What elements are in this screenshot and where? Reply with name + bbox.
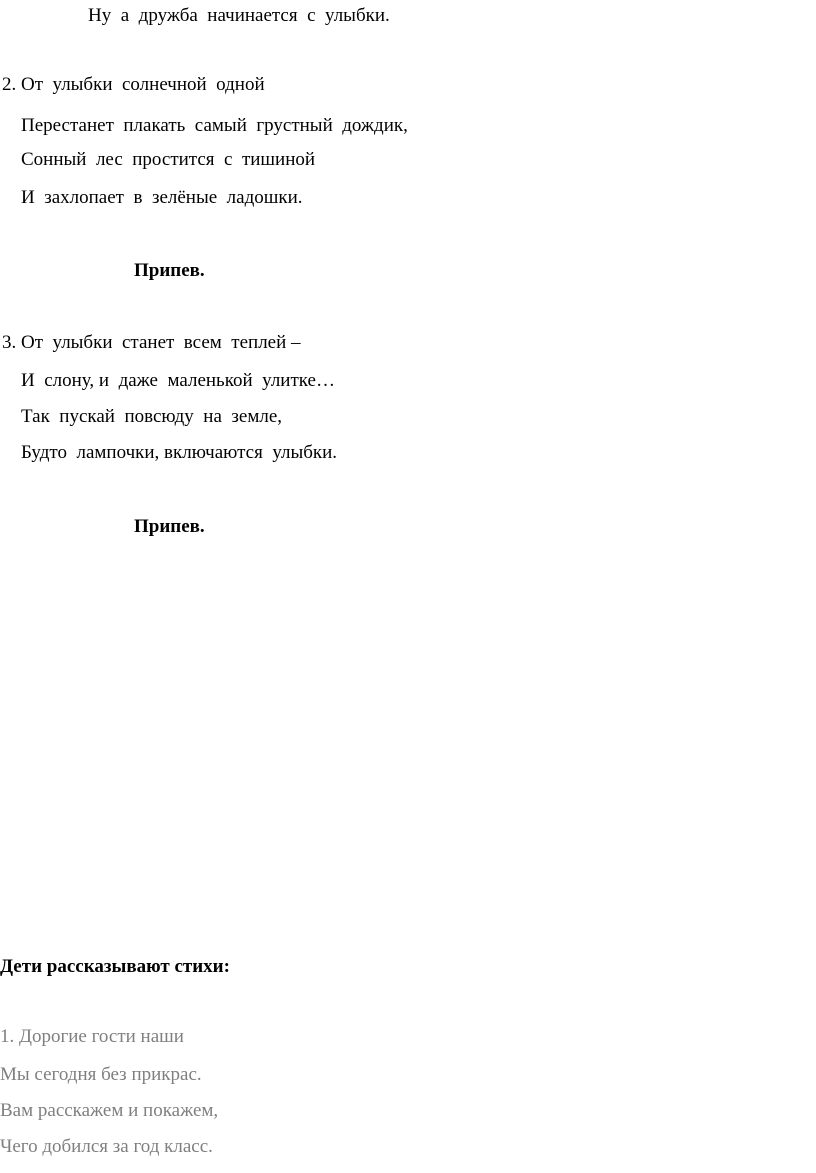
verse-line: Перестанет плакать самый грустный дождик, bbox=[21, 115, 408, 136]
chorus-label: Припев. bbox=[134, 260, 205, 281]
verse-number: 3. bbox=[2, 332, 17, 353]
poem-line: Чего добился за год класс. bbox=[0, 1136, 213, 1157]
verse-line: И слону, и даже маленькой улитке… bbox=[21, 370, 335, 391]
verse-line: От улыбки солнечной одной bbox=[21, 74, 265, 95]
verse-line: От улыбки станет всем теплей – bbox=[21, 332, 301, 353]
song-top-line: Ну а дружба начинается с улыбки. bbox=[88, 5, 390, 26]
section-heading: Дети рассказывают стихи: bbox=[0, 956, 230, 977]
poem-line: Вам расскажем и покажем, bbox=[0, 1100, 219, 1121]
verse-line: Сонный лес простится с тишиной bbox=[21, 149, 316, 170]
verse-line: Будто лампочки, включаются улыбки. bbox=[21, 442, 338, 463]
chorus-label: Припев. bbox=[134, 516, 205, 537]
poem-line: 1. Дорогие гости наши bbox=[0, 1026, 184, 1047]
verse-line: Так пускай повсюду на земле, bbox=[21, 406, 283, 427]
verse-number: 2. bbox=[2, 74, 17, 95]
poem-line: Мы сегодня без прикрас. bbox=[0, 1064, 202, 1085]
verse-line: И захлопает в зелёные ладошки. bbox=[21, 187, 303, 208]
